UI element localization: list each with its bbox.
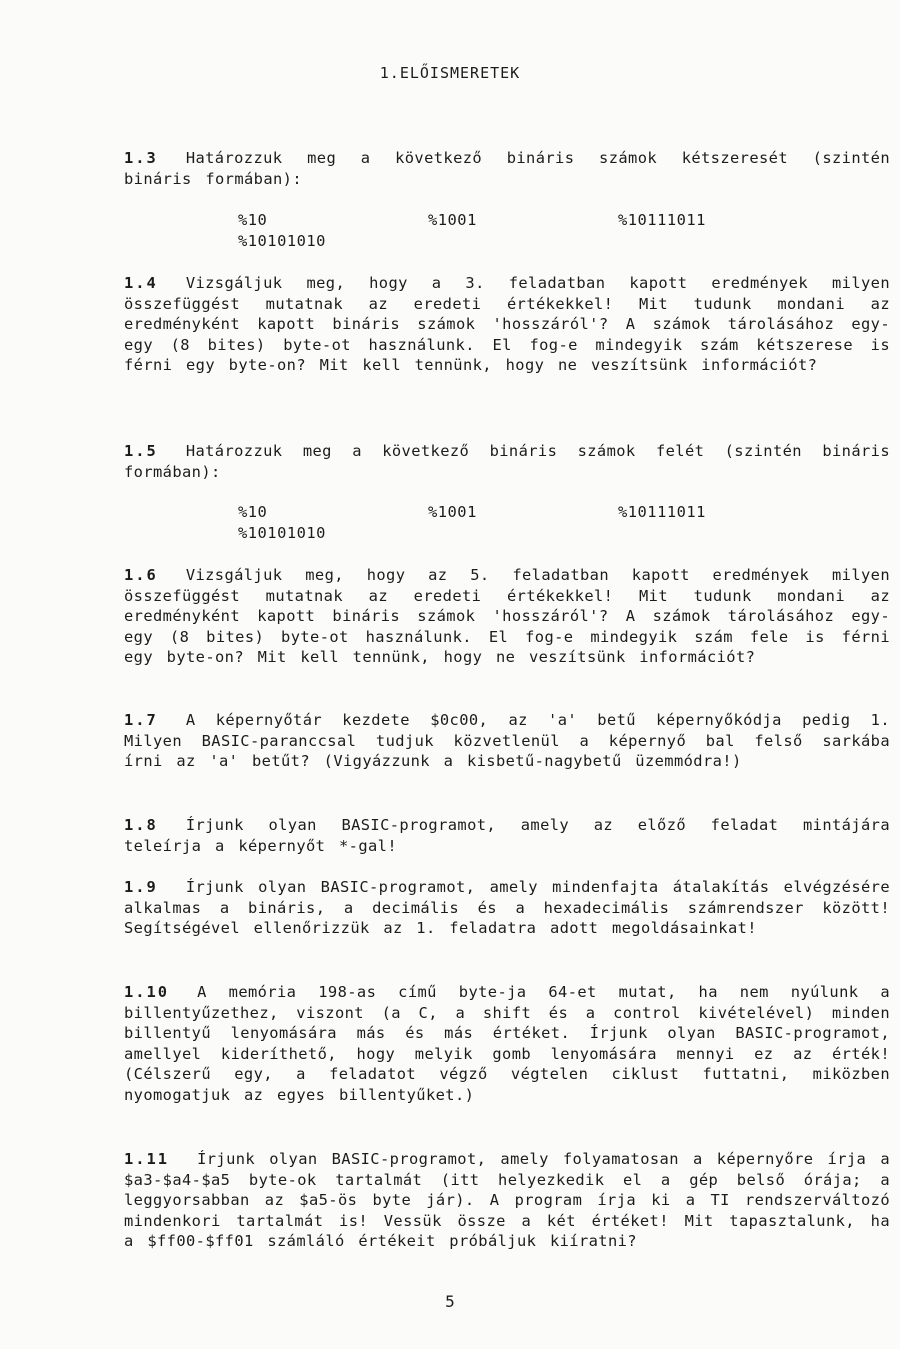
exercise-number: 1.8 [124, 816, 158, 834]
binary-value: %1001 [428, 211, 477, 229]
exercise-number: 1.3 [124, 149, 158, 167]
exercise-number: 1.9 [124, 878, 158, 896]
binary-value: %1001 [428, 503, 477, 521]
exercise-1-3 [124, 148, 890, 189]
exercise-text: Határozzuk meg a következő bináris számok kétszeresét (szintén bináris formában): [124, 149, 890, 188]
binary-value: %10111011 [618, 503, 706, 521]
exercise-text: Vizsgáljuk meg, hogy az 5. feladatban kapott eredmények milyen összefüggést mutatnak az eredeti értékekkel! Mit tudunk mondani az eredményként kapott bináris számok 'hosszáról'? A számok tárolásához egy-egy (8 bites) byte-ot használunk. El fog-e mindegyik szám fele is férni egy byte-on? Mit kell tennünk, hogy ne veszítsünk információt? [124, 566, 890, 667]
exercise-text: Vizsgáljuk meg, hogy a 3. feladatban kapott eredmények milyen összefüggést mutatnak az eredeti értékekkel! Mit tudunk mondani az eredményként kapott bináris számok 'hosszáról'? A számok tárolásához egy-egy (8 bites) byte-ot használunk. El fog-e mindegyik szám kétszerese is férni egy byte-on? Mit kell tennünk, hogy ne veszítsünk információt? [124, 274, 890, 375]
exercise-text: Írjunk olyan BASIC-programot, amely az előző feladat mintájára teleírja a képernyőt *-gal! [124, 816, 890, 855]
exercise-number: 1.7 [124, 711, 158, 729]
exercise-1-7 [124, 710, 890, 772]
binary-value: %10101010 [238, 524, 326, 542]
exercise-text: Írjunk olyan BASIC-programot, amely folyamatosan a képernyőre írja a $a3-$a4-$a5 byte-ok tartalmát (itt helyezkedik el a gép belső órája; a leggyorsabban az $a5-ös byte jár). A program írja ki a TI rendszerváltozó mindenkori tartalmát is! Vessük össze a két értéket! Mit tapasztalunk, ha a $ff00-$ff01 számláló értékeit próbáljuk kiíratni? [124, 1150, 890, 1251]
exercise-1-11 [124, 1149, 890, 1252]
exercise-text: A képernyőtár kezdete $0c00, az 'a' betű képernyőkódja pedig 1. Milyen BASIC-paranccsal tudjuk közvetlenül a képernyő bal felső sarkába írni az 'a' betűt? (Vigyázzunk a kisbetű-nagybetű üzemmódra!) [124, 711, 890, 771]
exercise-text: A memória 198-as című byte-ja 64-et mutat, ha nem nyúlunk a billentyűzethez, viszont (a C, a shift és a control kivételével) minden billentyű lenyomására más és más értéket. Írjunk olyan BASIC-programot, amellyel kideríthető, hogy melyik gomb lenyomására mennyi ez az érték! (Célszerű egy, a feladatot végző végtelen ciklust futtatni, miközben nyomogatjuk az egyes billentyűket.) [124, 983, 890, 1104]
exercise-number: 1.5 [124, 442, 158, 460]
exercise-number: 1.11 [124, 1150, 170, 1168]
binary-value: %10 [238, 503, 268, 521]
exercise-number: 1.6 [124, 566, 158, 584]
page-number: 5 [445, 1292, 455, 1311]
exercise-text: Határozzuk meg a következő bináris számok felét (szintén bináris formában): [124, 442, 890, 481]
exercise-text: Írjunk olyan BASIC-programot, amely mindenfajta átalakítás elvégzésére alkalmas a bináris, a decimális és a hexadecimális számrendszer között! Segítségével ellenőrizzük az 1. feladatra adott megoldásainkat! [124, 878, 890, 938]
exercise-1-9 [124, 877, 890, 939]
exercise-1-8 [124, 815, 890, 856]
exercise-1-4 [124, 273, 890, 376]
binary-value: %10111011 [618, 211, 706, 229]
binary-value: %10101010 [238, 232, 326, 250]
exercise-1-5 [124, 441, 890, 482]
exercise-number: 1.4 [124, 274, 158, 292]
chapter-title: 1.ELŐISMERETEK [379, 64, 521, 82]
exercise-number: 1.10 [124, 983, 170, 1001]
exercise-1-6 [124, 565, 890, 668]
exercise-1-10 [124, 982, 890, 1106]
binary-value: %10 [238, 211, 268, 229]
